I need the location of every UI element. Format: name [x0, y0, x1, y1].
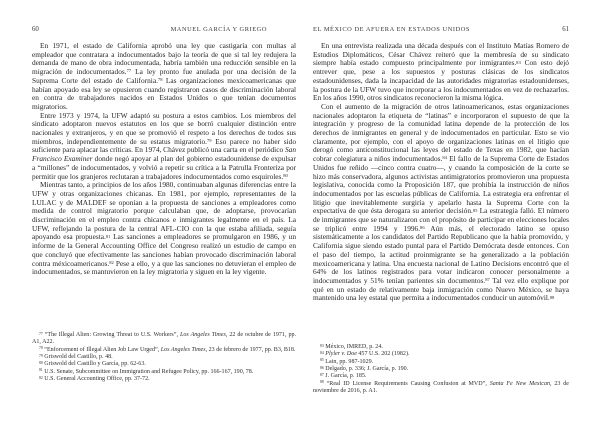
footnotes-left	[32, 332, 296, 383]
page-number-right: 61	[562, 26, 569, 33]
footnote: $^{83}$ México, IMRED, p. 24.	[320, 343, 383, 350]
footnote: $^{80}$ Griswold del Castillo y García, pp. 62-63.	[39, 360, 146, 368]
paragraph: Mientras tanto, a principios de los años 1980, continuaban algunas diferencias entre la UFW y otras organizaciones chicanas. En 1981, por ejemplo, representantes de la LULAC y de MALDEF se oponían a la propuesta de sanciones a empleadores como medida de control migratorio porque calculaban que, de adoptarse, provocarían discriminación en el empleo contra chicanos e inmigrantes legalmente en el país. La UFW, reflejando la postura de la central AFL-CIO con la que estaba afiliada, seguía apoyando esa propuesta.$^{81}$ Las sanciones a empleadores se promulgaron en 1986, y un informe de la General Accounting Office del Congreso realizó un estudio de campo en que concluyó que efectivamente las sanciones habían provocado discriminación laboral contra méxicoamericanos.$^{82}$ Pese a ello, y a que las sanciones no detuvieran el empleo de indocumentados, se mantuvieron en la ley migratoria y siguen en la ley vigente.	[32, 180, 296, 277]
footnote: $^{87}$ J. García, p. 185.	[320, 372, 367, 380]
footnote: $^{84}$ Plyler v. Doe 457 U.S. 202 (1982).	[320, 350, 410, 358]
page-right	[313, 0, 569, 431]
footnote: $^{88}$ “Real ID License Requirements Causing Confusion at MVD”, Santa Fe New Mexican, 23 de noviembre de 2016, p. A1.	[313, 380, 569, 395]
running-header-author: MANUEL GARCÍA Y GRIEGO	[170, 26, 267, 33]
paragraph: Con el aumento de la migración de otros latinoamericanos, estas organizaciones nacionales adoptaron la etiqueta de “latinas” e incorporaron el supuesto de que la integración y progreso de la comunidad latina depende de la protección de los derechos de inmigrantes en general y de indocumentados en particular. Esto se vio claramente, por ejemplo, con el apoyo de organizaciones latinas en el litigio que derogó como anticonstitucional las leyes del estado de Texas en 1982, que hacían cobrar colegiatura a niños indocumentados.$^{84}$ El fallo de la Suprema Corte de Estados Unidos fue reñido —cinco contra cuatro—, y cuando la composición de la corte se hizo más conservadora, algunos activistas antimigratorios promovieron una propuesta legislativa, conocida como la Proposición 187, que prohibía la instrucción de niños indocumentados por las escuelas públicas de California. La estrategia era enfrentar el litigio que inevitablemente surgiría y apelarlo hasta la Suprema Corte con la expectativa de que ésta derogara su anterior decisión.$^{85}$ La estrategia falló. El número de inmigrantes que se naturalizaron con el propósito de participar en elecciones locales se triplicó entre 1994 y 1996.86 Aún más, el electorado latino se opuso sistemáticamente a los candidatos del Partido Republicano que la había promovido, y California sigue siendo estado puntal para el Partido Demócrata desde entonces. Con el paso del tiempo, la actitud proinmigrante se ha generalizado a la población mexicoamericana y latina. Una encuesta nacional de Latino Decisions encontró que el 64% de los latinos registrados para votar indicaron conocer personalmente a indocumentados y 51% tenían parientes sin documentos.$^{87}$ Tal vez ello explique por qué en un estado de relativamente baja inmigración como Nuevo México, se haya mantenido una ley estatal que permita a indocumentados conducir un automóvil.$^{88}$	[313, 101, 569, 303]
footnotes-right	[313, 344, 569, 395]
running-head-right	[313, 26, 569, 33]
page-left	[32, 0, 296, 431]
footnote: $^{81}$ U.S. Senate, Subcommittee on Immigration and Refugee Policy, pp. 166-167, 190, 78.	[39, 368, 254, 375]
footnote: $^{79}$ Griswold del Castillo, p. 48.	[39, 353, 113, 361]
paragraph: Entre 1973 y 1974, la UFW adaptó su postura a estos cambios. Los miembros del sindicato adoptaron nuevos estatutos en los que se borró cualquier distinción entre nacionales y extranjeros, y en que se promovió el respeto a los derechos de todos sus miembros, independientemente de su estatus migratorio.$^{79}$ Eso parece no haber sido suficiente para aplacar las críticas. En 1974, Chávez publicó una carta en el periódico San Francisco Examiner donde negó apoyar al plan del gobierno estadounidense de expulsar a “millones” de indocumentados, y volvió a repetir su crítica a la Patrulla Fronteriza por permitir que los granjeros reclutaran a trabajadores indocumentados como esquiroles.$^{80}$	[32, 110, 296, 181]
footnote: $^{77}$ “The Illegal Alien: Growing Threat to U.S. Workers”, Los Angeles Times, 22 de octubre de 1971, pp. A1, A22.	[32, 331, 296, 346]
footnote: $^{78}$ “Enforcement of Illegal Alien Job Law Urged”, Los Angeles Times, 23 de febrero de 1977, pp. B3, B18.	[39, 346, 296, 353]
page-number-left: 60	[32, 26, 39, 33]
running-head-left	[32, 26, 296, 33]
paragraph: En 1971, el estado de California aprobó una ley que castigaría con multas al empleador que contratara a indocumentados bajo la teoría de que si tal ley redujera la demanda de mano de obra indocumentada, habría también una reducción sensible en la migración de indocumentados.$^{77}$ La ley pronto fue anulada por una decisión de la Suprema Corte del estado de California.$^{78}$ Las organizaciones mexicoamericanas que habían apoyado esa ley se opusieron cuando registraron casos de discriminación laboral en contra de trabajadores nacidos en Estados Unidos o que tenían documentos migratorios.	[32, 41, 296, 111]
body-text-right	[313, 42, 569, 303]
running-header-title: EL MÉXICO DE AFUERA EN ESTADOS UNIDOS	[313, 26, 471, 33]
footnote: $^{85}$ Lain, pp. 987-1029.	[320, 358, 374, 365]
footnote: $^{86}$ Delgado, p. 336; J. García, p. 190.	[320, 365, 409, 373]
footnote: $^{82}$ U.S. General Accounting Office, pp. 37-72.	[39, 375, 150, 383]
paragraph: En una entrevista realizada una década después con el Instituto Matías Romero de Estudios Diplomáticos, César Chávez reiteró que la membresía de su sindicato siempre había estado compuesto principalmente por inmigrantes.$^{83}$ Con esto dejó entrever que, pese a los supuestos y posturas clásicas de los sindicatos estadounidenses, dada la incapacidad de las autoridades migratorias estadounidenses, la postura de la UFW tuvo que incorporar a los indocumentados en vez de rechazarlos. En los años 1990, otros sindicatos reconocieron la misma lógica.	[313, 41, 569, 103]
body-text-left	[32, 42, 296, 277]
